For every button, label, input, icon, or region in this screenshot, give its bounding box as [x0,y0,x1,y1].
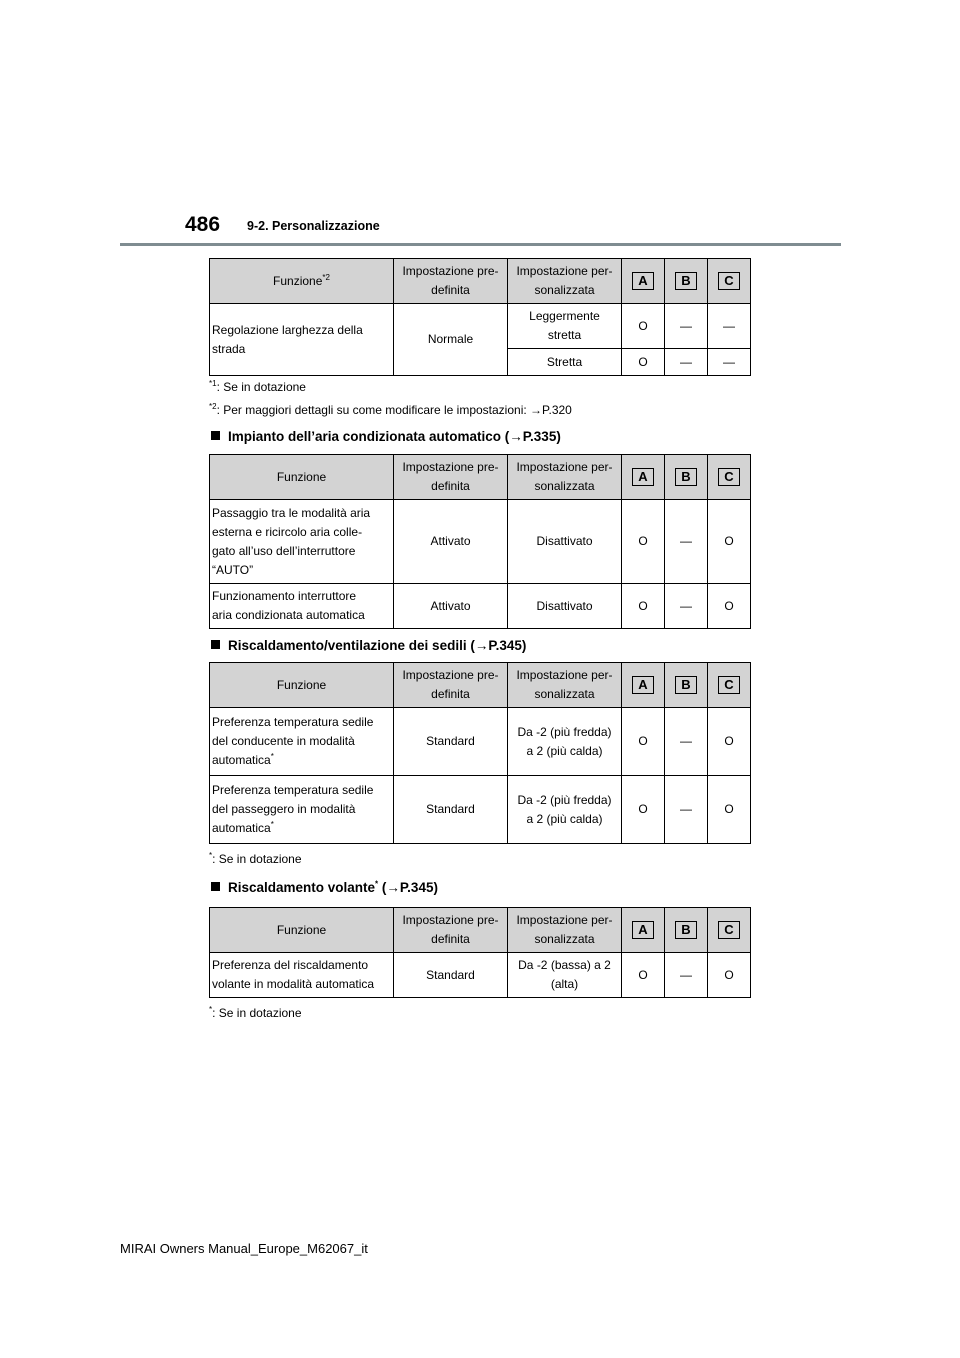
header-custom-setting: Impostazione per- sonalizzata [508,908,622,953]
mark-a: O [622,708,665,776]
mark-c: O [708,500,751,584]
function-name: Funzionamento interruttore aria condizionata automatica [210,584,394,629]
mark-c: — [708,349,751,376]
table-header-row [210,663,751,708]
mark-a: O [622,953,665,998]
mark-b: — [665,584,708,629]
default-value: Standard [394,776,508,844]
mark-c: O [708,776,751,844]
custom-value: Disattivato [508,584,622,629]
section-heading: Impianto dell’aria condizionata automatico (→P.335) [211,429,561,444]
mark-a: O [622,349,665,376]
header-divider [120,243,841,246]
header-default-setting: Impostazione pre- definita [394,908,508,953]
box-a-icon: A [632,468,654,486]
mark-c: O [708,953,751,998]
custom-value: Da -2 (più fredda) a 2 (più calda) [508,708,622,776]
box-c-icon: C [718,272,740,290]
header-c [708,455,751,500]
function-name: Preferenza temperatura sedile del conducente in modalità automatica* [210,708,394,776]
mark-b: — [665,500,708,584]
ac-table [209,454,751,629]
box-c-icon: C [718,676,740,694]
box-b-icon: B [675,468,697,486]
footnote: *: Se in dotazione [209,851,302,866]
box-a-icon: A [632,921,654,939]
table-header-row [210,908,751,953]
box-b-icon: B [675,272,697,290]
custom-value: Leggermente stretta [508,304,622,349]
mark-c: O [708,584,751,629]
default-value: Standard [394,953,508,998]
header-funzione: Funzione [210,908,394,953]
mark-c: — [708,304,751,349]
box-a-icon: A [632,676,654,694]
mark-b: — [665,304,708,349]
header-b [665,908,708,953]
mark-b: — [665,953,708,998]
header-b [665,455,708,500]
square-bullet-icon [211,431,220,440]
header-a [622,455,665,500]
box-b-icon: B [675,921,697,939]
mark-a: O [622,776,665,844]
square-bullet-icon [211,640,220,649]
header-funzione: Funzione [210,663,394,708]
header-custom-setting: Impostazione per- sonalizzata [508,455,622,500]
footnote: *: Se in dotazione [209,1005,302,1020]
section-heading: Riscaldamento/ventilazione dei sedili (→P.345) [211,638,526,653]
default-value: Normale [394,304,508,376]
document-footer: MIRAI Owners Manual_Europe_M62067_it [120,1241,368,1256]
header-custom-setting: Impostazione per- sonalizzata [508,663,622,708]
custom-value: Disattivato [508,500,622,584]
header-a [622,259,665,304]
header-b [665,259,708,304]
default-value: Attivato [394,500,508,584]
header-b [665,663,708,708]
header-a [622,908,665,953]
header-custom-setting: Impostazione per- sonalizzata [508,259,622,304]
function-name: Passaggio tra le modalità aria esterna e ricircolo aria colle- gato all’uso dell’interruttore “AUTO” [210,500,394,584]
table-row [210,953,751,998]
seat-table [209,662,751,844]
table-header-row [210,455,751,500]
box-c-icon: C [718,468,740,486]
square-bullet-icon [211,882,220,891]
mark-a: O [622,584,665,629]
road-width-table [209,258,751,376]
footnote: $^{*1}$: Se in dotazione [209,379,306,394]
table-row [210,708,751,776]
header-funzione: Funzione [210,455,394,500]
section-heading: Riscaldamento volante* (→P.345) [211,880,438,895]
mark-b: — [665,708,708,776]
header-c [708,663,751,708]
header-default-setting: Impostazione pre- definita [394,663,508,708]
section-title: 9-2. Personalizzazione [247,219,380,233]
header-c [708,908,751,953]
mark-a: O [622,304,665,349]
default-value: Standard [394,708,508,776]
header-c [708,259,751,304]
box-b-icon: B [675,676,697,694]
custom-value: Stretta [508,349,622,376]
header-default-setting: Impostazione pre- definita [394,455,508,500]
mark-b: — [665,349,708,376]
default-value: Attivato [394,584,508,629]
steering-table [209,907,751,998]
header-default-setting: Impostazione pre- definita [394,259,508,304]
table-row [210,500,751,584]
footnote: $^{*2}$: Per maggiori dettagli su come modificare le impostazioni: →P.320 [209,402,572,417]
box-c-icon: C [718,921,740,939]
table-header-row [210,259,751,304]
mark-c: O [708,708,751,776]
box-a-icon: A [632,272,654,290]
mark-a: O [622,500,665,584]
mark-b: — [665,776,708,844]
header-funzione: Funzione$^{*2}$ [210,259,394,304]
table-row [210,776,751,844]
custom-value: Da -2 (più fredda) a 2 (più calda) [508,776,622,844]
table-row [210,584,751,629]
header-a [622,663,665,708]
custom-value: Da -2 (bassa) a 2 (alta) [508,953,622,998]
page-number: 486 [185,213,221,236]
function-name: Regolazione larghezza della strada [210,304,394,376]
function-name: Preferenza temperatura sedile del passeggero in modalità automatica* [210,776,394,844]
function-name: Preferenza del riscaldamento volante in modalità automatica [210,953,394,998]
table-row [210,304,751,349]
